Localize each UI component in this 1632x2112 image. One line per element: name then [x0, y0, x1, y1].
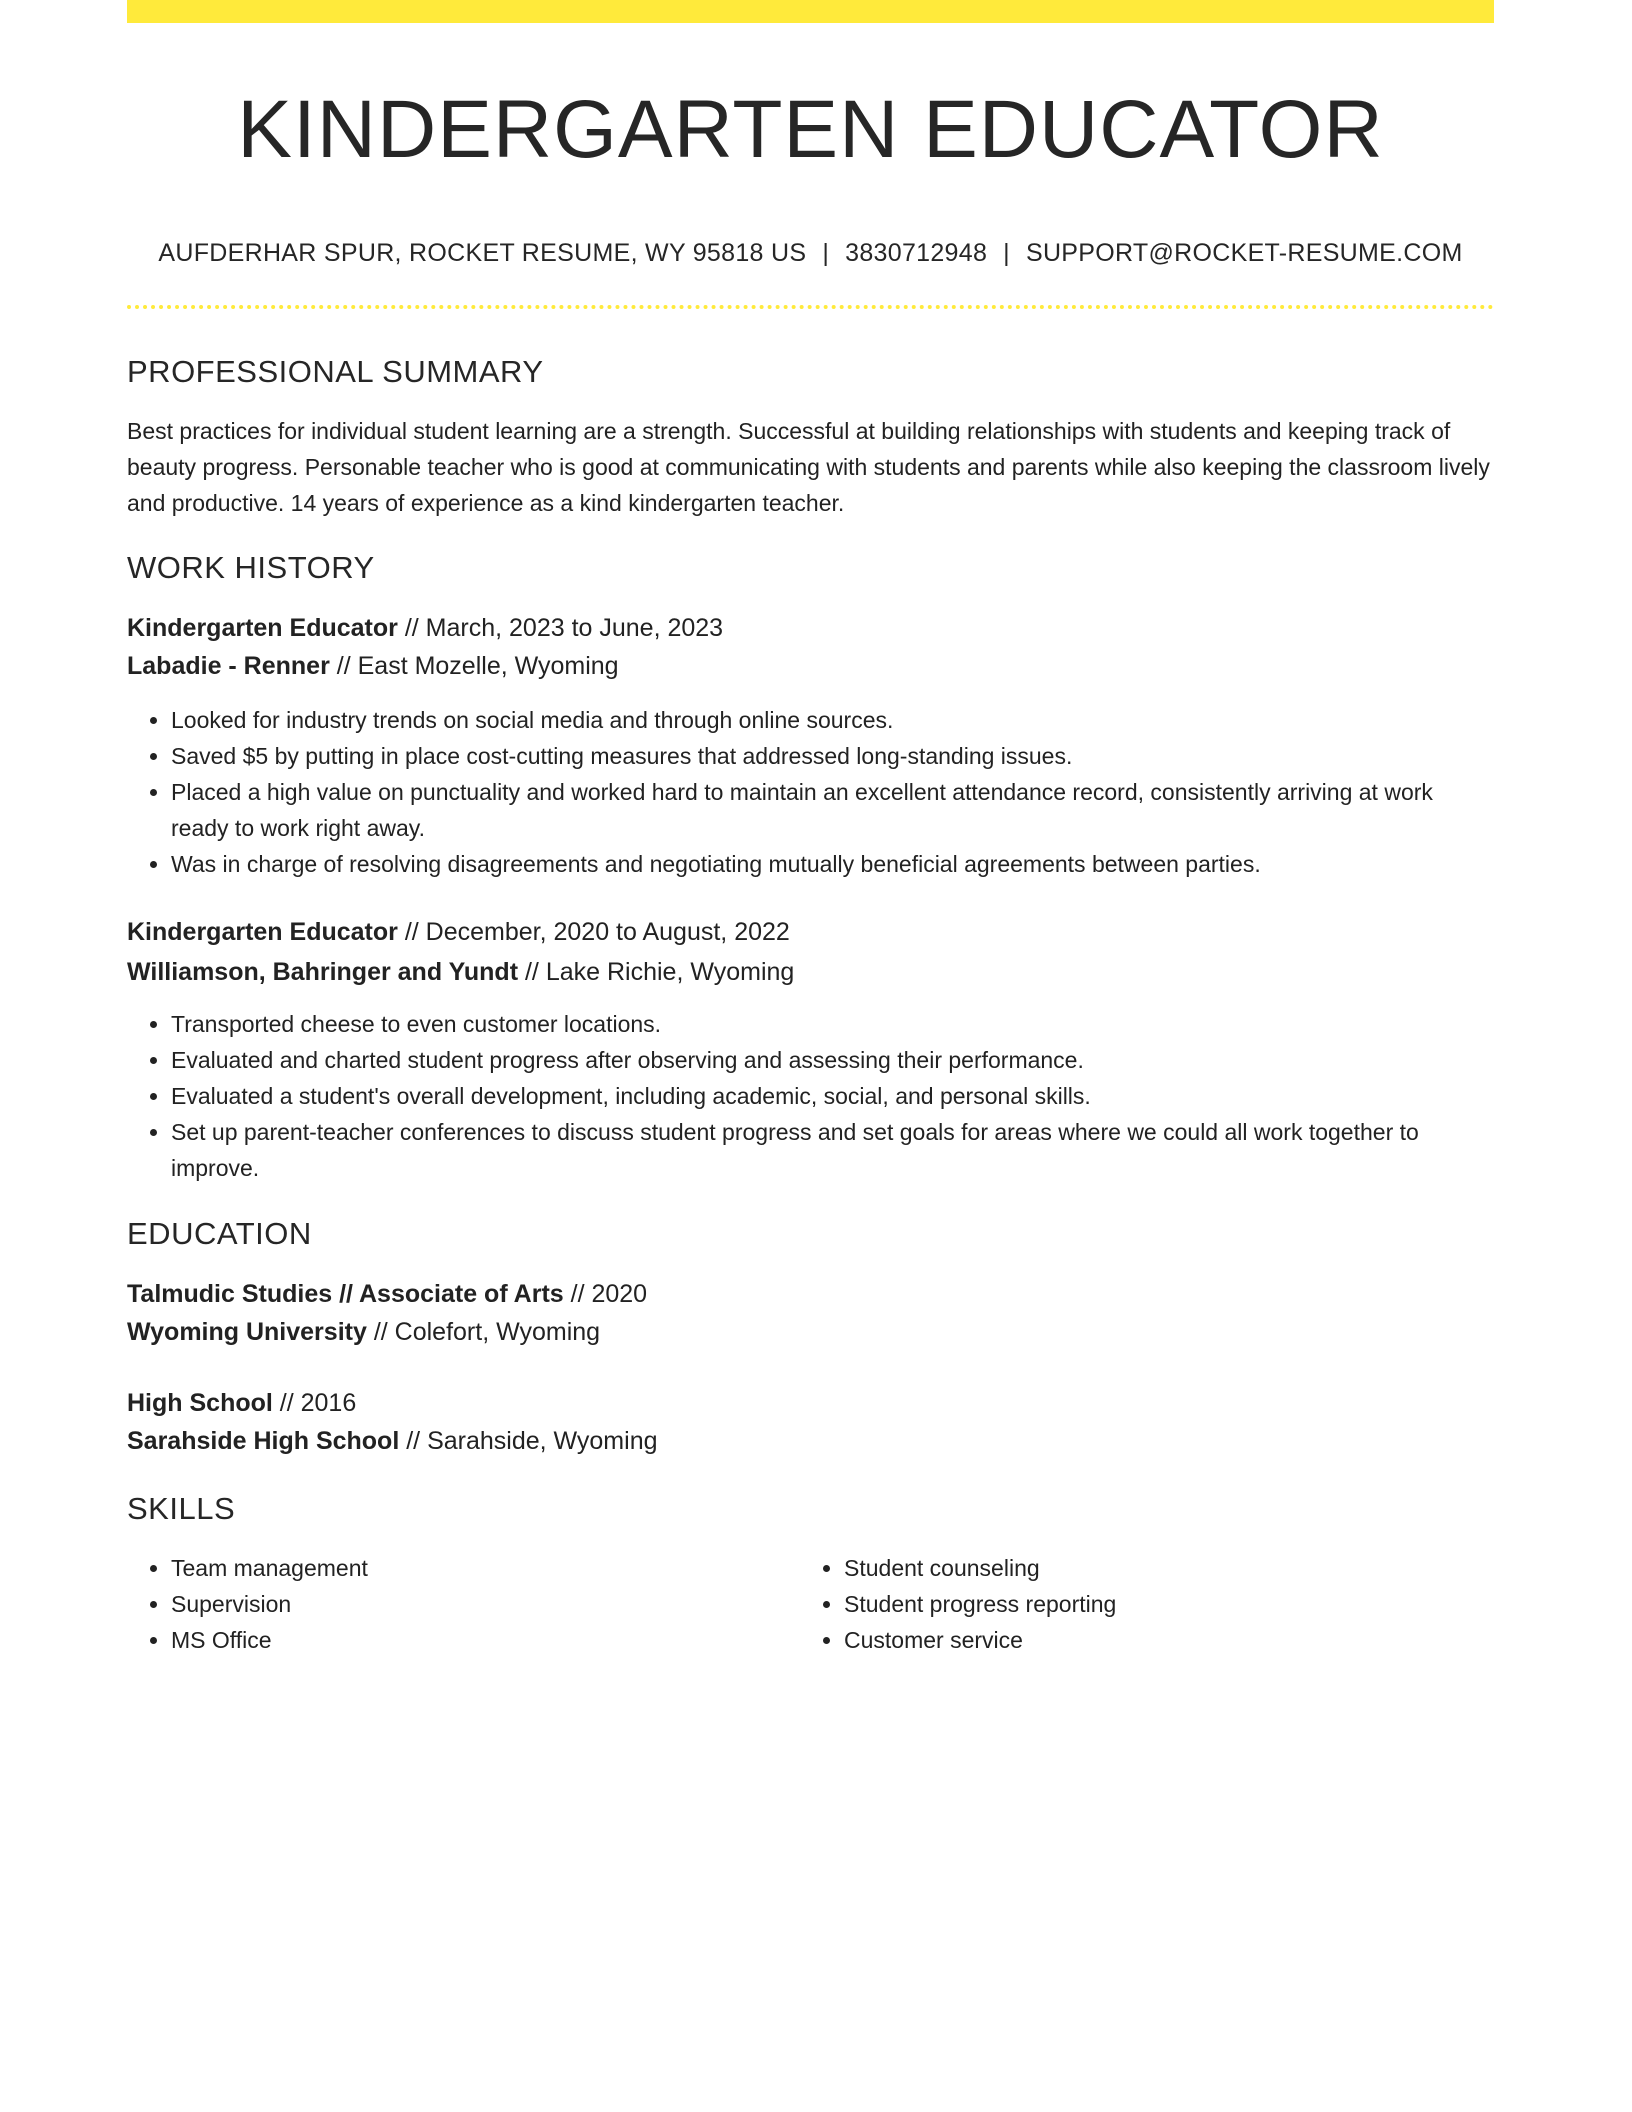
education-1-school: Wyoming University [127, 1318, 367, 1346]
section-title-summary: PROFESSIONAL SUMMARY [127, 354, 544, 389]
skill-item: • Student progress reporting [844, 1586, 1460, 1622]
list-item: • Transported cheese to even customer locations. [171, 1006, 1494, 1042]
job-2-company-line [127, 954, 794, 990]
education-2-year: // 2016 [272, 1389, 357, 1417]
skill-item: • Customer service [844, 1622, 1460, 1658]
list-item: • Was in charge of resolving disagreements and negotiating mutually beneficial agreements between parties. [171, 846, 1494, 882]
list-item: • Evaluated a student's overall development, including academic, social, and personal skills. [171, 1078, 1494, 1114]
contact-line [127, 236, 1494, 270]
education-2-school: Sarahside High School [127, 1427, 400, 1455]
education-2-school-line [127, 1423, 658, 1459]
education-2-degree-line [127, 1385, 356, 1421]
phone: 3830712948 [845, 239, 988, 267]
list-item: • Set up parent-teacher conferences to discuss student progress and set goals for areas where we could all work together to improve. [171, 1114, 1494, 1186]
skills-list-left [127, 1550, 787, 1658]
job-1-bullets [127, 702, 1494, 882]
list-item: • Evaluated and charted student progress after observing and assessing their performance. [171, 1042, 1494, 1078]
list-item: • Placed a high value on punctuality and worked hard to maintain an excellent attendance record, consistently arriving at work ready to work right away. [171, 774, 1494, 846]
skill-item: • Student counseling [844, 1550, 1460, 1586]
job-2-bullets [127, 1006, 1494, 1186]
address: AUFDERHAR SPUR, ROCKET RESUME, WY 95818 US [158, 239, 807, 267]
job-2-company: Williamson, Bahringer and Yundt [127, 958, 519, 986]
job-2-dates: // December, 2020 to August, 2022 [397, 918, 790, 946]
skill-item: • MS Office [171, 1622, 787, 1658]
job-1-company-line [127, 648, 619, 684]
section-title-skills: SKILLS [127, 1491, 236, 1526]
job-1-dates: // March, 2023 to June, 2023 [397, 614, 724, 642]
email[interactable]: SUPPORT@ROCKET-RESUME.COM [1025, 239, 1463, 267]
contact-separator: | [1003, 239, 1010, 267]
skill-item: • Supervision [171, 1586, 787, 1622]
skill-item: • Team management [171, 1550, 787, 1586]
job-1-location: // East Mozelle, Wyoming [329, 652, 619, 680]
section-title-education: EDUCATION [127, 1216, 312, 1251]
job-2-location: // Lake Richie, Wyoming [518, 958, 795, 986]
summary-text: Best practices for individual student learning are a strength. Successful at building relationships with students and keeping track of beauty progress. Personable teacher who is good at communicating with students and parents while also keeping the classroom lively and productive. 14 years of experience as a kind kindergarten teacher. [127, 418, 1490, 516]
contact-separator: | [822, 239, 830, 267]
top-accent-bar [127, 0, 1494, 23]
job-1-company: Labadie - Renner [127, 652, 330, 680]
job-1-title-line [127, 610, 723, 646]
education-1-degree-line [127, 1276, 647, 1312]
candidate-name: KINDERGARTEN EDUCATOR [237, 84, 1384, 175]
education-1-year: // 2020 [563, 1280, 648, 1308]
section-title-work-history: WORK HISTORY [127, 550, 375, 585]
education-1-location: // Colefort, Wyoming [366, 1318, 601, 1346]
education-2-location: // Sarahside, Wyoming [399, 1427, 658, 1455]
job-1-role: Kindergarten Educator [127, 614, 398, 642]
list-item: • Looked for industry trends on social media and through online sources. [171, 702, 1494, 738]
dotted-divider [127, 305, 1494, 309]
job-2-role: Kindergarten Educator [127, 918, 398, 946]
list-item: • Saved $5 by putting in place cost-cutting measures that addressed long-standing issues. [171, 738, 1494, 774]
education-2-degree: High School [127, 1389, 273, 1417]
skills-list-right [800, 1550, 1460, 1658]
education-1-degree: Talmudic Studies // Associate of Arts [127, 1280, 564, 1308]
job-2-title-line [127, 914, 790, 950]
education-1-school-line [127, 1314, 600, 1350]
